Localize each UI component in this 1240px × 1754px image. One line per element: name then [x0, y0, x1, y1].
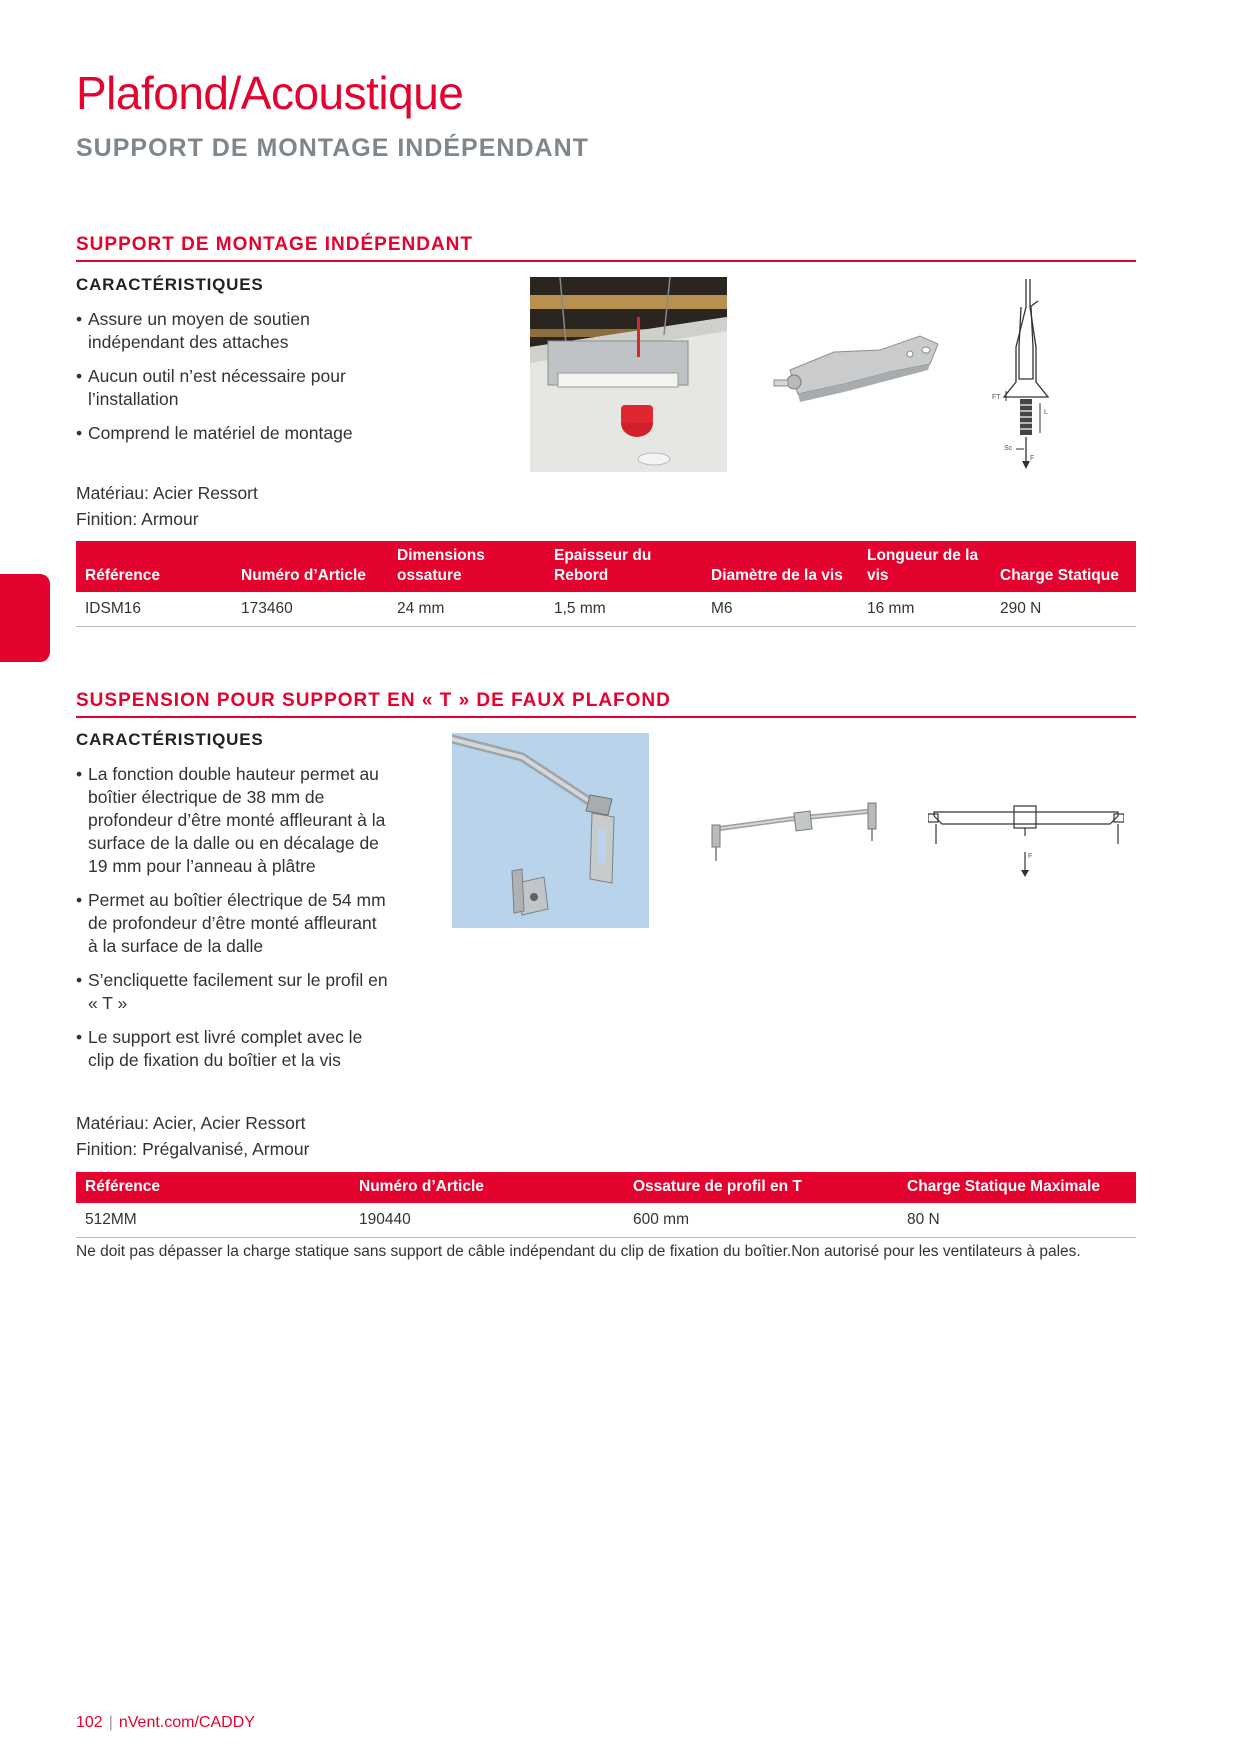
- table-header-row: [76, 1172, 1136, 1203]
- page-subtitle: SUPPORT DE MONTAGE INDÉPENDANT: [76, 134, 589, 162]
- column-header: Charge Statique Maximale: [898, 1172, 1136, 1203]
- material-text: Matériau: Acier Ressort: [76, 483, 258, 503]
- column-header: Référence: [76, 1172, 350, 1203]
- table-cell: IDSM16: [76, 592, 232, 627]
- features-heading: CARACTÉRISTIQUES: [76, 275, 264, 294]
- table-cell: 512MM: [76, 1203, 350, 1238]
- table-cell: 290 N: [991, 592, 1136, 627]
- column-header: Epaisseur du Rebord: [545, 541, 702, 592]
- features-heading: CARACTÉRISTIQUES: [76, 730, 264, 749]
- product-photo-hanger-bar: [710, 795, 878, 867]
- diagram-label-l: L: [1044, 409, 1048, 416]
- spec-table-independent-support: [76, 541, 1136, 627]
- technical-drawing-hanger: [928, 800, 1124, 878]
- material-finish: [76, 1110, 309, 1162]
- column-header: Diamètre de la vis: [702, 541, 858, 592]
- feature-item: • Assure un moyen de soutien indépendant des attaches: [76, 308, 396, 354]
- feature-item: • Permet au boîtier électrique de 54 mm de profondeur d’être monté affleurant à la surface de la dalle: [76, 889, 391, 958]
- section-title-t-bar-hanger: SUSPENSION POUR SUPPORT EN « T » DE FAUX PLAFOND: [76, 690, 1136, 718]
- table-cell: M6: [702, 592, 858, 627]
- features-list: [76, 308, 396, 456]
- installation-photo: [530, 277, 727, 472]
- product-photo-hanger: [452, 733, 649, 928]
- footer-separator: |: [108, 1714, 113, 1731]
- table-cell: 173460: [232, 592, 388, 627]
- table-cell: 16 mm: [858, 592, 991, 627]
- feature-item: • S’encliquette facilement sur le profil en « T »: [76, 969, 391, 1015]
- column-header: Numéro d’Article: [232, 541, 388, 592]
- diagram-label-sc: Sc: [1004, 445, 1013, 452]
- column-header: Numéro d’Article: [350, 1172, 624, 1203]
- spec-table-t-bar-hanger: [76, 1172, 1136, 1238]
- column-header: Ossature de profil en T: [624, 1172, 898, 1203]
- table-row: [76, 1203, 1136, 1238]
- website-link[interactable]: nVent.com/CADDY: [118, 1714, 255, 1731]
- table-cell: 600 mm: [624, 1203, 898, 1238]
- table-cell: 24 mm: [388, 592, 545, 627]
- feature-item: • La fonction double hauteur permet au boîtier électrique de 38 mm de profondeur d’être monté affleurant à la surface de la dalle ou en décalage de 19 mm pour l’anneau à plâtre: [76, 763, 391, 878]
- page-number: 102: [76, 1714, 103, 1731]
- table-row: [76, 592, 1136, 627]
- diagram-label-f: F: [1028, 853, 1033, 860]
- finish-text: Finition: Prégalvanisé, Armour: [76, 1139, 310, 1159]
- finish-text: Finition: Armour: [76, 509, 199, 529]
- feature-item: • Aucun outil n’est nécessaire pour l’installation: [76, 365, 396, 411]
- product-photo-bracket: [770, 330, 942, 414]
- column-header: Dimensions ossature: [388, 541, 545, 592]
- diagram-label-ft: FT: [992, 394, 1001, 401]
- feature-item: • Le support est livré complet avec le clip de fixation du boîtier et la vis: [76, 1026, 391, 1072]
- column-header: Longueur de la vis: [858, 541, 991, 592]
- column-header: Référence: [76, 541, 232, 592]
- technical-drawing-bracket: [990, 277, 1062, 472]
- feature-item: • Comprend le matériel de montage: [76, 422, 396, 445]
- material-text: Matériau: Acier, Acier Ressort: [76, 1113, 306, 1133]
- page-title: Plafond/Acoustique: [76, 67, 464, 119]
- section-title-independent-support: SUPPORT DE MONTAGE INDÉPENDANT: [76, 234, 1136, 262]
- features-list: [76, 763, 391, 1083]
- diagram-label-f: F: [1030, 455, 1035, 462]
- section-tab-marker: [0, 574, 50, 662]
- column-header: Charge Statique: [991, 541, 1136, 592]
- table-cell: 1,5 mm: [545, 592, 702, 627]
- table-cell: 80 N: [898, 1203, 1136, 1238]
- table-cell: 190440: [350, 1203, 624, 1238]
- material-finish: [76, 480, 258, 532]
- usage-note: Ne doit pas dépasser la charge statique sans support de câble indépendant du clip de fixation du boîtier.Non autorisé pour les ventilateurs à pales.: [76, 1243, 1081, 1260]
- page-footer: [76, 1714, 255, 1732]
- table-header-row: [76, 541, 1136, 592]
